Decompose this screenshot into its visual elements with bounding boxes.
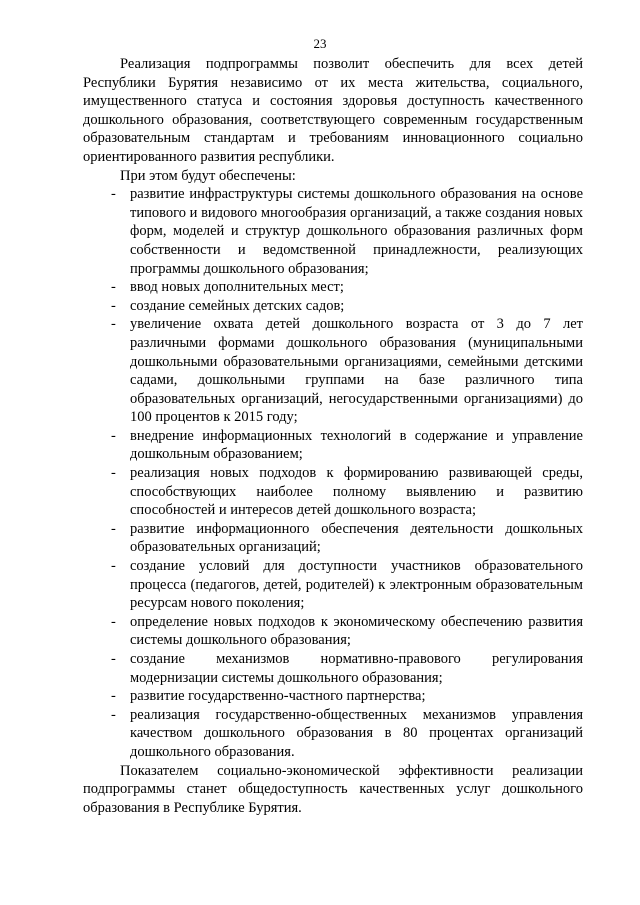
- bullet-marker: -: [111, 520, 116, 537]
- list-item: [83, 315, 583, 427]
- paragraph-conclusion: Показателем социально-экономической эффективности реализации подпрограммы станет общедоступность качественных услуг дошкольного образования в Республике Бурятия.: [83, 762, 583, 816]
- list-item-text: создание механизмов нормативно-правового регулирования модернизации системы дошкольного образования;: [130, 651, 583, 686]
- list-item-text: создание семейных детских садов;: [130, 297, 345, 314]
- bullet-marker: -: [111, 688, 116, 705]
- bullet-marker: -: [111, 706, 116, 723]
- list-item-text: развитие информационного обеспечения деятельности дошкольных образовательных организаций;: [130, 520, 583, 556]
- bullet-marker: -: [111, 465, 116, 482]
- bullet-marker: -: [111, 651, 116, 667]
- list-item: [83, 613, 583, 650]
- list-item: [83, 650, 583, 687]
- page-number: 23: [313, 36, 327, 51]
- list-intro: При этом будут обеспечены:: [120, 167, 296, 184]
- list-item-text: ввод новых дополнительных мест;: [130, 279, 344, 296]
- bullet-marker: -: [111, 297, 116, 314]
- bullet-marker: -: [111, 316, 116, 333]
- list-item-text: увеличение охвата детей дошкольного возраста от 3 до 7 лет различными формами дошкольного образования (муниципальными дошкольными образовательными организациями, семейными детскими садами, дошкольными группами на базе различного типа образовательных организаций, негосударственными организациями) до 100 процентов к 2015 году;: [130, 316, 583, 426]
- bullet-marker: -: [111, 427, 116, 444]
- list-item-text: реализация новых подходов к формированию развивающей среды, способствующих наиболее полному выявлению и развитию способностей и интересов детей дошкольного возраста;: [130, 465, 583, 519]
- list-item-text: развитие инфраструктуры системы дошкольного образования на основе типового и видового многообразия организаций, а также создания новых форм, моделей и структур дошкольного образования различных форм собственности и ведомственной принадлежности, реализующих программы дошкольного образования;: [130, 186, 583, 277]
- list-item: [83, 706, 583, 762]
- bullet-marker: -: [111, 279, 116, 296]
- bullet-marker: -: [111, 613, 116, 630]
- list-item-text: реализация государственно-общественных механизмов управления качеством дошкольного образования в 80 процентах организаций дошкольного образования.: [130, 706, 583, 760]
- list-item-text: определение новых подходов к экономическому обеспечению развития системы дошкольного образования;: [130, 613, 583, 649]
- list-item-text: развитие государственно-частного партнерства;: [130, 688, 426, 705]
- list-item: [83, 278, 583, 297]
- list-item: [83, 464, 583, 520]
- list-item: [83, 185, 583, 278]
- list-item: [83, 520, 583, 557]
- list-item: [83, 557, 583, 613]
- bullet-marker: -: [111, 558, 116, 575]
- list-item: [83, 427, 583, 464]
- list-item: [83, 297, 583, 316]
- document-body: [83, 55, 583, 817]
- bullet-list: [83, 185, 583, 761]
- paragraph-intro: Реализация подпрограммы позволит обеспечить для всех детей Республики Бурятия независимо от их места жительства, социального, имущественного статуса и состояния здоровья доступность качественного дошкольного образования, соответствующего современным государственным образовательным стандартам и требованиям инновационного социально ориентированного развития республики.: [83, 56, 583, 165]
- list-item-text: внедрение информационных технологий в содержание и управление дошкольным образованием;: [130, 427, 583, 463]
- list-item: [83, 687, 583, 706]
- list-item-text: создание условий для доступности участников образовательного процесса (педагогов, детей, родителей) к электронным образовательным ресурсам нового поколения;: [130, 558, 583, 612]
- bullet-marker: -: [111, 186, 116, 203]
